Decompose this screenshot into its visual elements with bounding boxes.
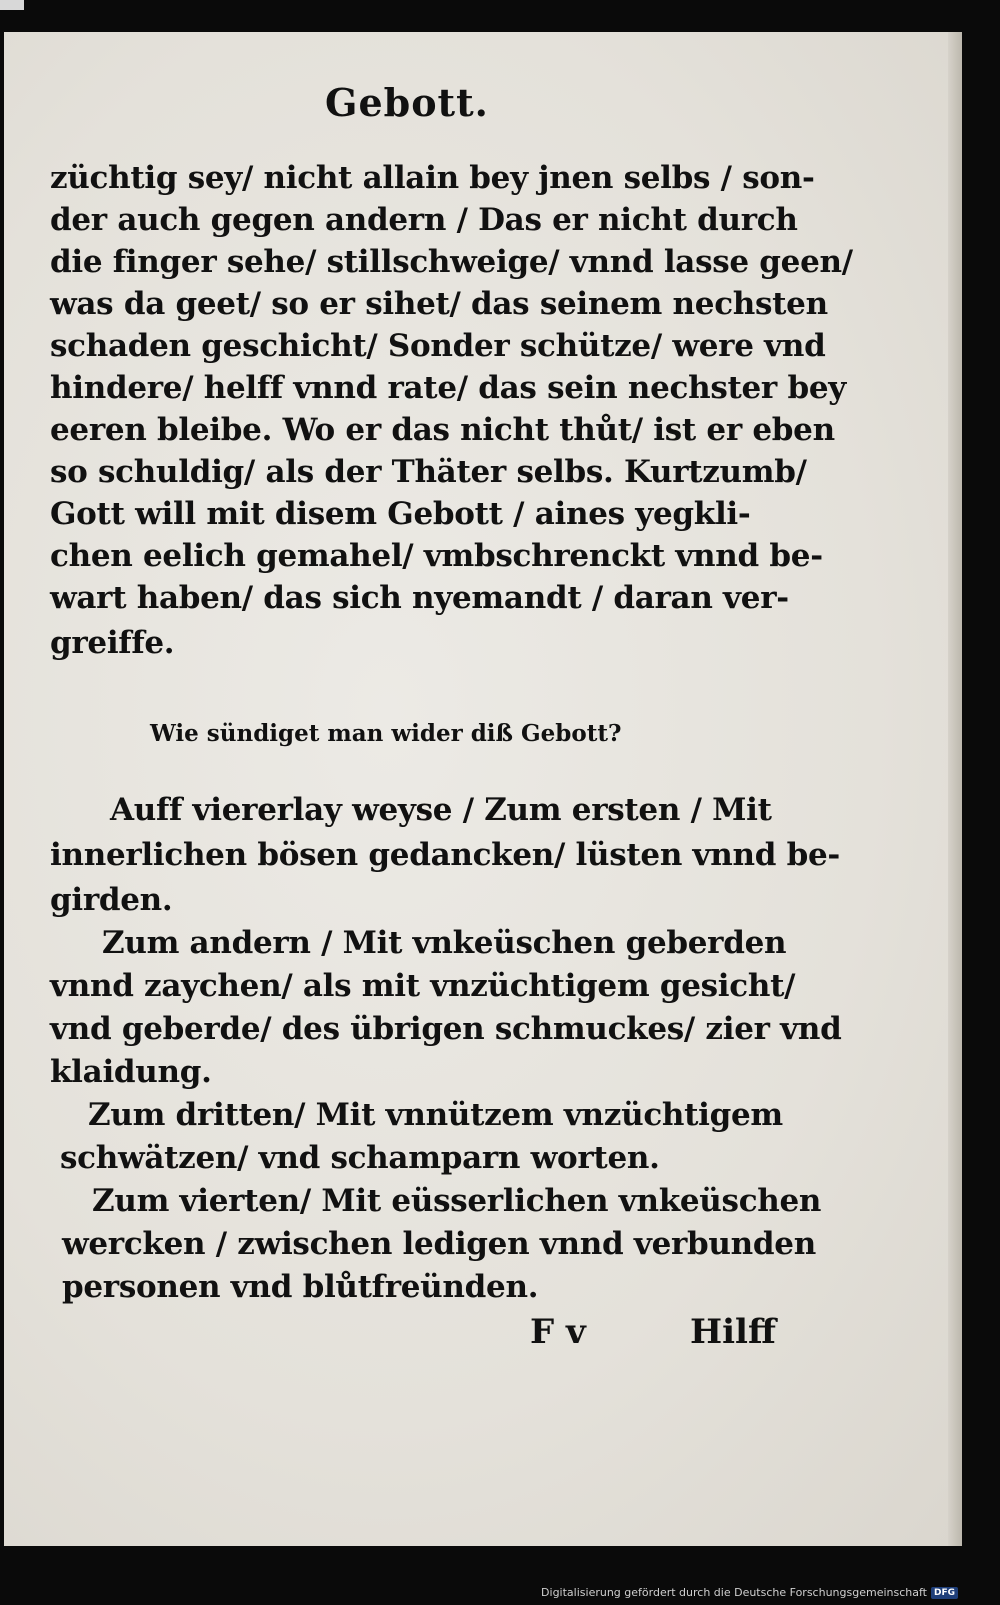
text-line: so schuldig/ als der Thäter selbs. Kurtzumb/ [50, 454, 807, 490]
text-line: Zum andern / Mit vnkeüschen geberden [102, 925, 787, 961]
text-line: vnd geberde/ des übrigen schmuckes/ zier vnd [50, 1011, 842, 1047]
dfg-logo: DFG [931, 1587, 958, 1599]
credit-text: Digitalisierung gefördert durch die Deutsche Forschungsgemeinschaft [541, 1586, 927, 1599]
text-line: Zum dritten/ Mit vnnützem vnzüchtigem [88, 1097, 783, 1133]
text-line: der auch gegen andern / Das er nicht durch [50, 202, 798, 238]
signature-mark: F v [530, 1312, 586, 1352]
text-line: klaidung. [50, 1054, 212, 1090]
text-line: girden. [50, 882, 173, 918]
text-line: Auff viererlay weyse / Zum ersten / Mit [110, 792, 772, 828]
text-line: hindere/ helff vnnd rate/ das sein nechster bey [50, 370, 846, 406]
text-line: eeren bleibe. Wo er das nicht thůt/ ist er eben [50, 412, 835, 448]
text-line: chen eelich gemahel/ vmbschrenckt vnnd be- [50, 538, 823, 574]
text-line: züchtig sey/ nicht allain bey jnen selbs / son- [50, 160, 815, 196]
text-line: personen vnd blůtfreünden. [62, 1269, 539, 1305]
text-line: Zum vierten/ Mit eüsserlichen vnkeüschen [92, 1183, 822, 1219]
text-line: wart haben/ das sich nyemandt / daran ver- [50, 580, 789, 616]
section-heading: Wie sündiget man wider diß Gebott? [150, 720, 622, 747]
text-line: die finger sehe/ stillschweige/ vnnd lasse geen/ [50, 244, 853, 280]
text-line: Gott will mit disem Gebott / aines yegkli- [50, 496, 751, 532]
text-line: schwätzen/ vnd schamparn worten. [60, 1140, 660, 1176]
text-line: wercken / zwischen ledigen vnnd verbunden [62, 1226, 816, 1262]
running-head: Gebott. [325, 80, 489, 125]
catchword: Hilff [690, 1312, 776, 1352]
digitization-credit [541, 1586, 958, 1599]
text-line: vnnd zaychen/ als mit vnzüchtigem gesicht/ [50, 968, 796, 1004]
page-gutter [948, 32, 962, 1546]
text-line: schaden geschicht/ Sonder schütze/ were vnd [50, 328, 826, 364]
text-line: innerlichen bösen gedancken/ lüsten vnnd be- [50, 837, 840, 873]
text-line: greiffe. [50, 625, 175, 661]
text-line: was da geet/ so er sihet/ das seinem nechsten [50, 286, 828, 322]
scan-edge-mark [0, 0, 24, 10]
